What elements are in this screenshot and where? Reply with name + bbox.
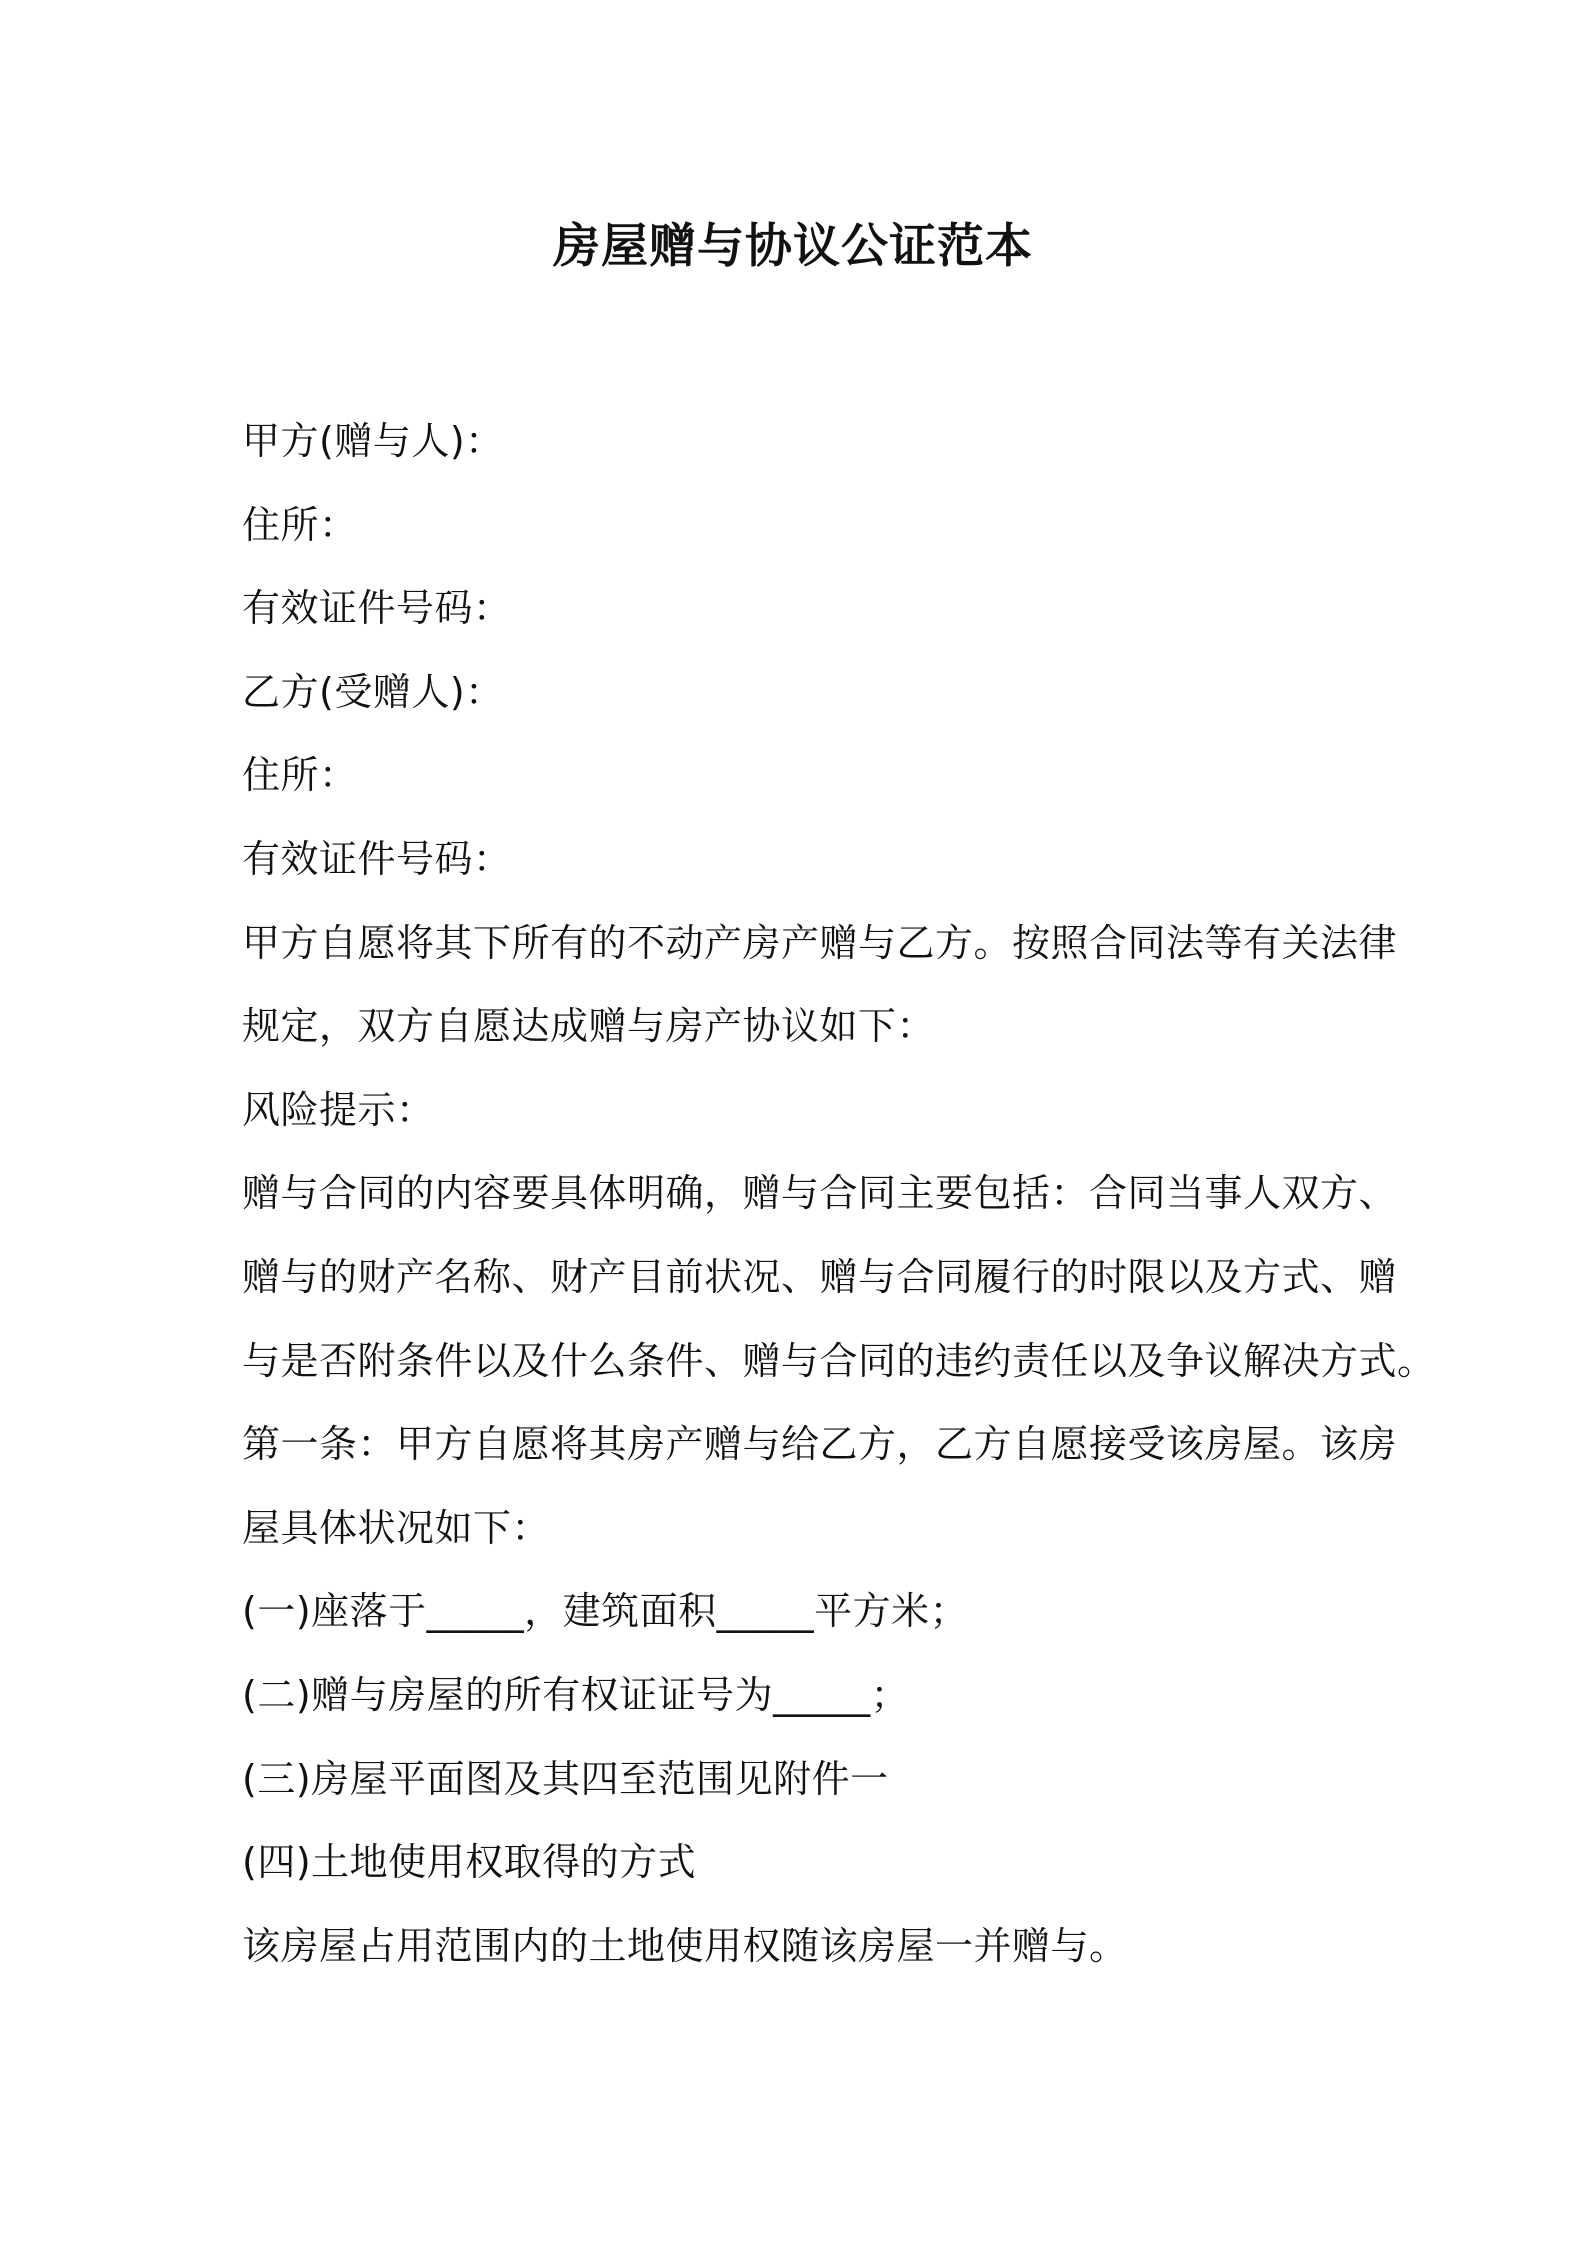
risk-notice-line-3: 与是否附条件以及什么条件、赠与合同的违约责任以及争议解决方式。 (242, 1338, 1436, 1383)
party-b-label: 乙方(受赠人)： (242, 669, 504, 714)
clause-item-2: (二)赠与房屋的所有权证证号为_____； (242, 1672, 910, 1717)
intro-paragraph-line-2: 规定，双方自愿达成赠与房产协议如下： (242, 1004, 936, 1049)
risk-notice-line-2: 赠与的财产名称、财产目前状况、赠与合同履行的时限以及方式、赠 (242, 1254, 1398, 1299)
party-b-id-label: 有效证件号码： (242, 836, 512, 881)
document-body (242, 400, 1436, 1988)
party-a-id-label: 有效证件号码： (242, 586, 512, 631)
party-b-address-label: 住所： (242, 753, 358, 798)
land-use-statement: 该房屋占用范围内的土地使用权随该房屋一并赠与。 (242, 1923, 1128, 1968)
article-one-line-1: 第一条：甲方自愿将其房产赠与给乙方，乙方自愿接受该房屋。该房 (242, 1422, 1398, 1467)
risk-notice-heading: 风险提示： (242, 1087, 435, 1132)
clause-item-1: (一)座落于_____，建筑面积_____平方米； (242, 1589, 969, 1634)
clause-item-4: (四)土地使用权取得的方式 (242, 1840, 697, 1885)
intro-paragraph-line-1: 甲方自愿将其下所有的不动产房产赠与乙方。按照合同法等有关法律 (242, 920, 1398, 965)
party-a-address-label: 住所： (242, 502, 358, 547)
clause-item-3: (三)房屋平面图及其四至范围见附件一 (242, 1756, 889, 1801)
article-one-line-2: 屋具体状况如下： (242, 1505, 551, 1550)
party-a-label: 甲方(赠与人)： (242, 419, 504, 463)
document-title: 房屋赠与协议公证范本 (553, 219, 1033, 274)
risk-notice-line-1: 赠与合同的内容要具体明确，赠与合同主要包括：合同当事人双方、 (242, 1171, 1398, 1216)
